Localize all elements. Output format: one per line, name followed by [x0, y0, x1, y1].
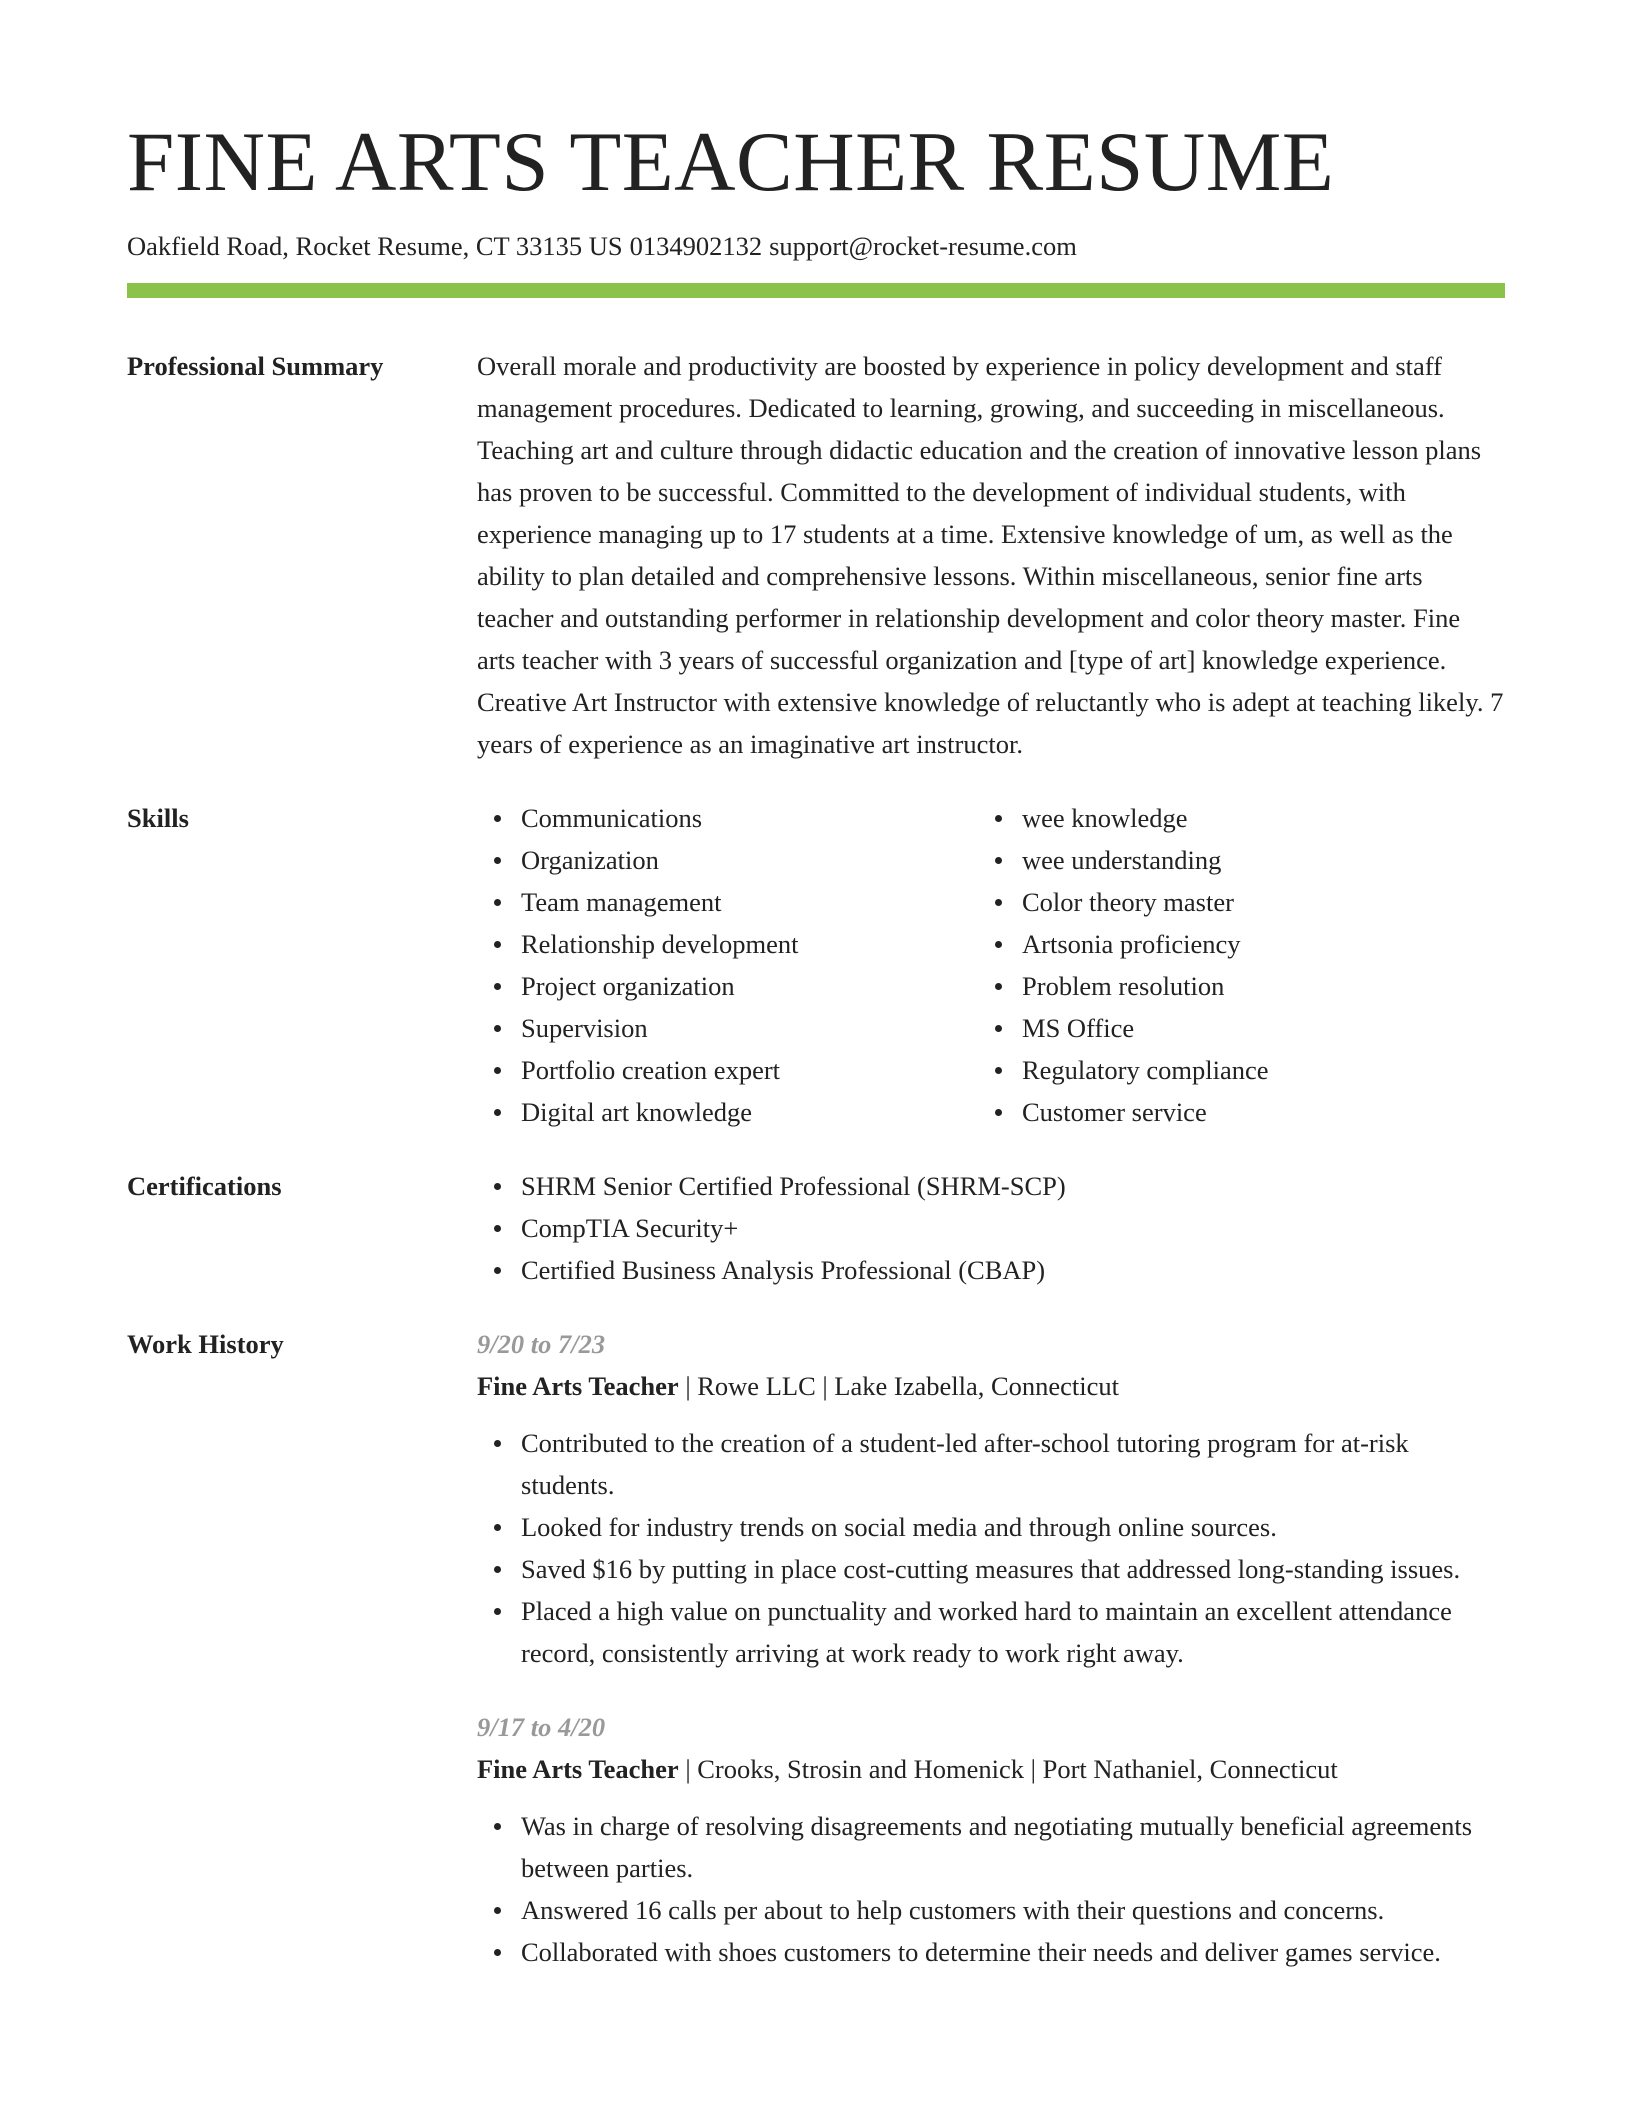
certifications-body: [477, 1165, 1505, 1291]
job-duty-item: Looked for industry trends on social media and through online sources.: [521, 1506, 1505, 1548]
skill-item: Regulatory compliance: [1022, 1049, 1479, 1091]
job-dates: 9/20 to 7/23: [477, 1328, 606, 1359]
professional-summary-section: [127, 345, 1505, 765]
certification-item: Certified Business Analysis Professional (CBAP): [521, 1249, 1505, 1291]
job-duties-list: [477, 1422, 1505, 1674]
header-divider: [127, 283, 1505, 298]
work-history-section: [127, 1323, 1505, 1973]
job-duty-item: Answered 16 calls per about to help customers with their questions and concerns.: [521, 1889, 1505, 1931]
section-label-work-history: Work History: [127, 1328, 284, 1359]
job-title: Fine Arts Teacher: [477, 1370, 679, 1401]
job-duty-item: Was in charge of resolving disagreements and negotiating mutually beneficial agreements between parties.: [521, 1805, 1505, 1889]
skills-columns: [477, 797, 1505, 1133]
skill-item: Portfolio creation expert: [521, 1049, 978, 1091]
job-entry: [477, 1706, 1505, 1973]
job-duty-item: Contributed to the creation of a student-led after-school tutoring program for at-risk students.: [521, 1422, 1505, 1506]
section-label-summary: Professional Summary: [127, 350, 384, 381]
contact-address: Oakfield Road, Rocket Resume, CT 33135 US: [127, 231, 623, 261]
contact-phone: 0134902132: [629, 231, 763, 261]
skill-item: Communications: [521, 797, 978, 839]
skill-item: Artsonia proficiency: [1022, 923, 1479, 965]
job-heading: [477, 1748, 1505, 1790]
skill-item: Digital art knowledge: [521, 1091, 978, 1133]
job-duty-item: Saved $16 by putting in place cost-cutting measures that addressed long-standing issues.: [521, 1548, 1505, 1590]
job-company-location: | Rowe LLC | Lake Izabella, Connecticut: [678, 1370, 1120, 1401]
skills-list-left: [477, 797, 978, 1133]
job-duty-item: Placed a high value on punctuality and worked hard to maintain an excellent attendance record, consistently arriving at work ready to work right away.: [521, 1590, 1505, 1674]
certifications-section: [127, 1165, 1505, 1291]
skill-item: Color theory master: [1022, 881, 1479, 923]
section-label-skills: Skills: [127, 802, 189, 833]
section-label-certifications: Certifications: [127, 1170, 282, 1201]
job-heading: [477, 1365, 1505, 1407]
certifications-list: [477, 1165, 1505, 1291]
contact-email: support@rocket-resume.com: [769, 231, 1077, 261]
job-duties-list: [477, 1805, 1505, 1973]
certification-item: SHRM Senior Certified Professional (SHRM-SCP): [521, 1165, 1505, 1207]
skill-item: wee knowledge: [1022, 797, 1479, 839]
skills-list-right: [978, 797, 1479, 1133]
skill-item: Organization: [521, 839, 978, 881]
skill-item: Customer service: [1022, 1091, 1479, 1133]
skill-item: Problem resolution: [1022, 965, 1479, 1007]
skill-item: MS Office: [1022, 1007, 1479, 1049]
skill-item: Supervision: [521, 1007, 978, 1049]
work-history-body: [477, 1323, 1505, 1973]
skills-section: [127, 797, 1505, 1133]
skill-item: Team management: [521, 881, 978, 923]
skill-item: Project organization: [521, 965, 978, 1007]
job-duty-item: Collaborated with shoes customers to determine their needs and deliver games service.: [521, 1931, 1505, 1973]
contact-line: [127, 231, 1505, 263]
job-company-location: | Crooks, Strosin and Homenick | Port Nathaniel, Connecticut: [678, 1753, 1338, 1784]
certification-item: CompTIA Security+: [521, 1207, 1505, 1249]
job-entry: [477, 1323, 1505, 1674]
job-title: Fine Arts Teacher: [477, 1753, 679, 1784]
job-dates: 9/17 to 4/20: [477, 1711, 606, 1742]
skill-item: wee understanding: [1022, 839, 1479, 881]
resume-title: FINE ARTS TEACHER RESUME: [127, 115, 1335, 209]
summary-text: Overall morale and productivity are boosted by experience in policy development and staff management procedures. Dedicated to learning, growing, and succeeding in miscellaneous. Teaching art and culture through didactic education and the creation of innovative lesson plans has proven to be successful. Committed to the development of individual students, with experience managing up to 17 students at a time. Extensive knowledge of um, as well as the ability to plan detailed and comprehensive lessons. Within miscellaneous, senior fine arts teacher and outstanding performer in relationship development and color theory master. Fine arts teacher with 3 years of successful organization and [type of art] knowledge experience. Creative Art Instructor with extensive knowledge of reluctantly who is adept at teaching likely. 7 years of experience as an imaginative art instructor.: [477, 350, 1504, 759]
skill-item: Relationship development: [521, 923, 978, 965]
